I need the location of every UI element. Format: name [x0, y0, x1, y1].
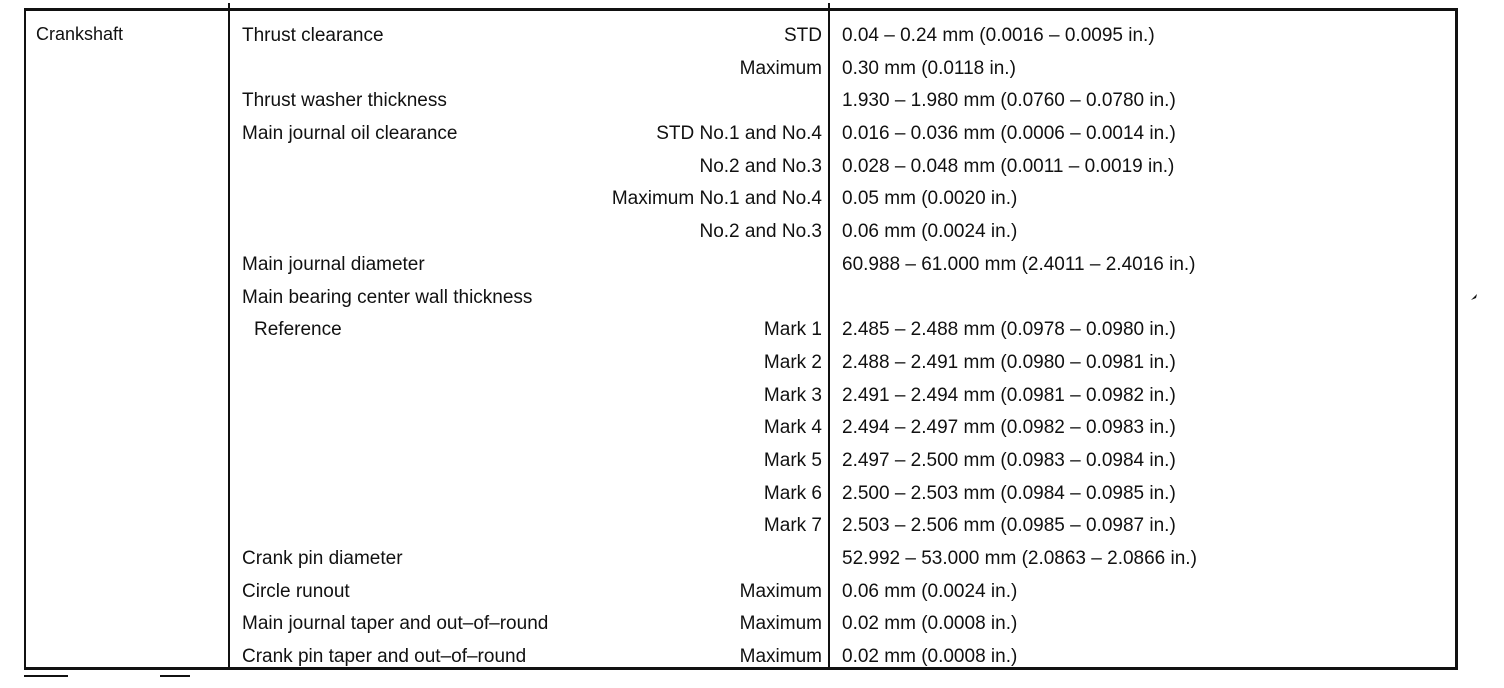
table-row [230, 478, 1455, 511]
table-row [230, 412, 1455, 445]
item-label: Thrust washer thickness [242, 90, 447, 112]
condition-label: STD [784, 25, 822, 46]
spec-value: 60.988 – 61.000 mm (2.4011 – 2.4016 in.) [842, 253, 1196, 275]
condition-label: STD No.1 and No.4 [656, 123, 822, 145]
table-row [230, 314, 1455, 347]
spec-value: 2.485 – 2.488 mm (0.0978 – 0.0980 in.) [842, 319, 1176, 341]
spec-value: 2.488 – 2.491 mm (0.0980 – 0.0981 in.) [842, 351, 1176, 373]
item-label: Crank pin taper and out–of–round [242, 646, 527, 668]
table-row [230, 118, 1455, 151]
table-row [230, 53, 1455, 86]
column-divider-stub [828, 3, 830, 11]
table-row [230, 216, 1455, 249]
table-row [230, 543, 1455, 576]
condition-label: Mark 3 [763, 384, 822, 406]
pen-mark-icon [1470, 293, 1478, 301]
condition-label: Maximum [739, 613, 822, 635]
condition-label: No.2 and No.3 [699, 221, 822, 243]
item-label: Main journal diameter [242, 253, 425, 275]
condition-label: Mark 6 [763, 482, 822, 504]
spec-rows [230, 20, 1455, 674]
condition-label: Mark 7 [763, 515, 822, 537]
table-row [230, 347, 1455, 380]
condition-label: Mark 1 [763, 319, 822, 341]
scan-artifact-line [160, 675, 190, 677]
condition-label: No.2 and No.3 [699, 155, 822, 177]
item-label: Main bearing center wall thickness [242, 286, 533, 308]
spec-value: 2.503 – 2.506 mm (0.0985 – 0.0987 in.) [842, 515, 1176, 537]
condition-label: Mark 2 [763, 351, 822, 373]
spec-value: 2.500 – 2.503 mm (0.0984 – 0.0985 in.) [842, 482, 1176, 504]
scan-artifact-line [24, 675, 68, 677]
table-row [230, 249, 1455, 282]
spec-value: 0.02 mm (0.0008 in.) [842, 613, 1018, 635]
condition-label: Maximum [739, 580, 822, 602]
spec-value: 0.30 mm (0.0118 in.) [842, 57, 1016, 79]
spec-value: 0.04 – 0.24 mm (0.0016 – 0.0095 in.) [842, 25, 1155, 46]
table-row [230, 510, 1455, 543]
table-row [230, 151, 1455, 184]
column-divider-stub [228, 3, 230, 11]
spec-table [24, 8, 1458, 670]
spec-value: 0.06 mm (0.0024 in.) [842, 221, 1018, 243]
item-label: Circle runout [242, 580, 350, 602]
table-row [230, 85, 1455, 118]
condition-label: Mark 4 [763, 417, 822, 439]
table-row [230, 608, 1455, 641]
spec-value: 0.05 mm (0.0020 in.) [842, 188, 1018, 210]
table-row [230, 576, 1455, 609]
condition-label: Maximum No.1 and No.4 [611, 188, 822, 210]
table-row [230, 641, 1455, 674]
condition-label: Maximum [739, 646, 822, 668]
spec-value: 0.028 – 0.048 mm (0.0011 – 0.0019 in.) [842, 155, 1175, 177]
spec-value: 0.02 mm (0.0008 in.) [842, 646, 1018, 668]
table-row [230, 20, 1455, 53]
item-label: Crank pin diameter [242, 548, 403, 569]
item-label: Main journal taper and out–of–round [242, 613, 549, 635]
table-row [230, 282, 1455, 315]
item-label: Reference [254, 319, 342, 341]
item-label: Main journal oil clearance [242, 123, 458, 145]
condition-label: Maximum [739, 57, 822, 79]
spec-value: 2.497 – 2.500 mm (0.0983 – 0.0984 in.) [842, 449, 1176, 471]
table-row [230, 183, 1455, 216]
component-name: Crankshaft [36, 24, 124, 44]
table-row [230, 445, 1455, 478]
condition-label: Mark 5 [763, 449, 822, 471]
spec-value: 52.992 – 53.000 mm (2.0863 – 2.0866 in.) [842, 548, 1197, 569]
table-row [230, 380, 1455, 413]
spec-value: 2.494 – 2.497 mm (0.0982 – 0.0983 in.) [842, 417, 1176, 439]
spec-value: 0.016 – 0.036 mm (0.0006 – 0.0014 in.) [842, 123, 1176, 145]
spec-value: 2.491 – 2.494 mm (0.0981 – 0.0982 in.) [842, 384, 1176, 406]
spec-value: 0.06 mm (0.0024 in.) [842, 580, 1018, 602]
spec-value: 1.930 – 1.980 mm (0.0760 – 0.0780 in.) [842, 90, 1176, 112]
item-label: Thrust clearance [242, 25, 384, 46]
